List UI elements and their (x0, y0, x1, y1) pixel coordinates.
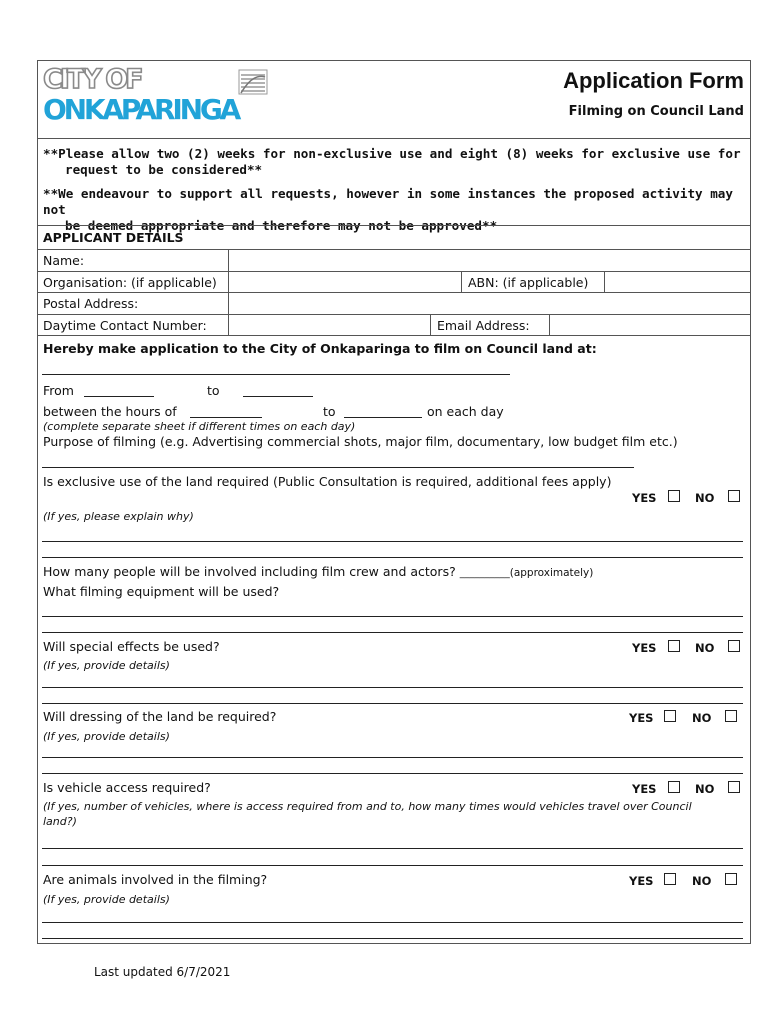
email-label: Email Address: (437, 318, 530, 333)
effects-no-label: NO (695, 641, 715, 655)
animals-hint: (If yes, provide details) (43, 893, 170, 906)
column-divider (461, 271, 462, 292)
effects-answer-line[interactable] (42, 687, 743, 688)
location-line[interactable] (42, 374, 510, 375)
people-count-field[interactable]: __________ (459, 568, 510, 579)
people-approx-label: (approximately) (509, 567, 594, 579)
name-field[interactable] (229, 250, 750, 270)
purpose-line[interactable] (42, 467, 634, 468)
page-title: Application Form (563, 68, 744, 93)
phone-field[interactable] (229, 315, 429, 334)
note-approval-line1: **We endeavour to support all requests, however in some instances the proposed activity may not (43, 186, 733, 217)
effects-answer-line[interactable] (42, 703, 743, 704)
vehicle-answer-line[interactable] (42, 848, 743, 849)
postal-address-label: Postal Address: (43, 296, 139, 311)
exclusive-no-label: NO (695, 491, 715, 505)
note-approval-line2: be deemed appropriate and therefore may not be approved** (65, 218, 498, 233)
purpose-label: Purpose of filming (e.g. Advertising commercial shots, major film, documentary, low budget film etc.) (43, 434, 678, 449)
exclusive-answer-line[interactable] (42, 541, 743, 542)
vehicle-no-label: NO (695, 782, 715, 796)
animals-answer-line[interactable] (42, 922, 743, 923)
vehicle-hint-line2: land?) (43, 815, 77, 828)
separate-sheet-note: (complete separate sheet if different times on each day) (43, 420, 356, 433)
equipment-answer-line[interactable] (42, 616, 743, 617)
dressing-no-label: NO (692, 711, 712, 725)
vehicle-answer-line[interactable] (42, 865, 743, 866)
dressing-yes-checkbox[interactable] (664, 710, 676, 722)
note-approval (43, 186, 748, 234)
organisation-label: Organisation: (if applicable) (43, 275, 217, 290)
effects-yes-checkbox[interactable] (668, 640, 680, 652)
vehicle-yes-checkbox[interactable] (668, 781, 680, 793)
logo-city-of: CITY OF (43, 64, 141, 95)
dressing-answer-line[interactable] (42, 773, 743, 774)
start-time-field[interactable] (190, 406, 262, 418)
applicant-section-title: APPLICANT DETAILS (43, 230, 184, 245)
postal-address-field[interactable] (229, 293, 750, 313)
dressing-answer-line[interactable] (42, 757, 743, 758)
equipment-question: What filming equipment will be used? (43, 584, 280, 599)
hours-to-label: to (323, 404, 336, 419)
animals-question: Are animals involved in the filming? (43, 872, 268, 887)
vehicle-no-checkbox[interactable] (728, 781, 740, 793)
last-updated: Last updated 6/7/2021 (94, 965, 231, 979)
people-question-text: How many people will be involved including film crew and actors? (43, 564, 456, 579)
effects-question: Will special effects be used? (43, 639, 220, 654)
equipment-answer-line[interactable] (42, 632, 743, 633)
effects-no-checkbox[interactable] (728, 640, 740, 652)
exclusive-question: Is exclusive use of the land required (Public Consultation is required, additional fees apply) (43, 474, 612, 489)
abn-field[interactable] (605, 272, 750, 291)
row-divider (37, 335, 751, 336)
exclusive-hint: (If yes, please explain why) (43, 510, 194, 523)
phone-label: Daytime Contact Number: (43, 318, 207, 333)
to-date-field[interactable] (243, 385, 313, 397)
organisation-field[interactable] (229, 272, 460, 291)
header-divider (37, 138, 751, 139)
animals-yes-checkbox[interactable] (664, 873, 676, 885)
application-heading: Hereby make application to the City of Onkaparinga to film on Council land at: (43, 341, 597, 356)
hours-label: between the hours of (43, 404, 177, 419)
to-label: to (207, 383, 220, 398)
note-timeframe-line2: request to be considered** (65, 162, 263, 177)
animals-no-checkbox[interactable] (725, 873, 737, 885)
dressing-hint: (If yes, provide details) (43, 730, 170, 743)
exclusive-no-checkbox[interactable] (728, 490, 740, 502)
dressing-yes-label: YES (629, 711, 654, 725)
from-date-field[interactable] (84, 385, 154, 397)
note-timeframe (43, 146, 748, 178)
note-timeframe-line1: **Please allow two (2) weeks for non-exclusive use and eight (8) weeks for exclusive use for (43, 146, 741, 161)
page-subtitle: Filming on Council Land (568, 104, 744, 119)
vehicle-question: Is vehicle access required? (43, 780, 211, 795)
council-logo-icon (238, 69, 268, 95)
each-day-label: on each day (427, 404, 504, 419)
animals-no-label: NO (692, 874, 712, 888)
vehicle-hint-line1: (If yes, number of vehicles, where is access required from and to, how many times would vehicles travel over Council (43, 800, 692, 813)
abn-label: ABN: (if applicable) (468, 275, 589, 290)
animals-yes-label: YES (629, 874, 654, 888)
email-field[interactable] (550, 315, 750, 334)
vehicle-yes-label: YES (632, 782, 657, 796)
effects-yes-label: YES (632, 641, 657, 655)
exclusive-answer-line[interactable] (42, 557, 743, 558)
animals-answer-line[interactable] (42, 938, 743, 939)
from-label: From (43, 383, 74, 398)
exclusive-yes-checkbox[interactable] (668, 490, 680, 502)
name-label: Name: (43, 253, 85, 268)
logo-onkaparinga: ONKAPARINGA (43, 93, 239, 126)
column-divider (430, 314, 431, 335)
dressing-question: Will dressing of the land be required? (43, 709, 277, 724)
exclusive-yes-label: YES (632, 491, 657, 505)
end-time-field[interactable] (344, 406, 422, 418)
dressing-no-checkbox[interactable] (725, 710, 737, 722)
applicant-top-border (37, 225, 751, 226)
effects-hint: (If yes, provide details) (43, 659, 170, 672)
people-question (43, 564, 593, 579)
